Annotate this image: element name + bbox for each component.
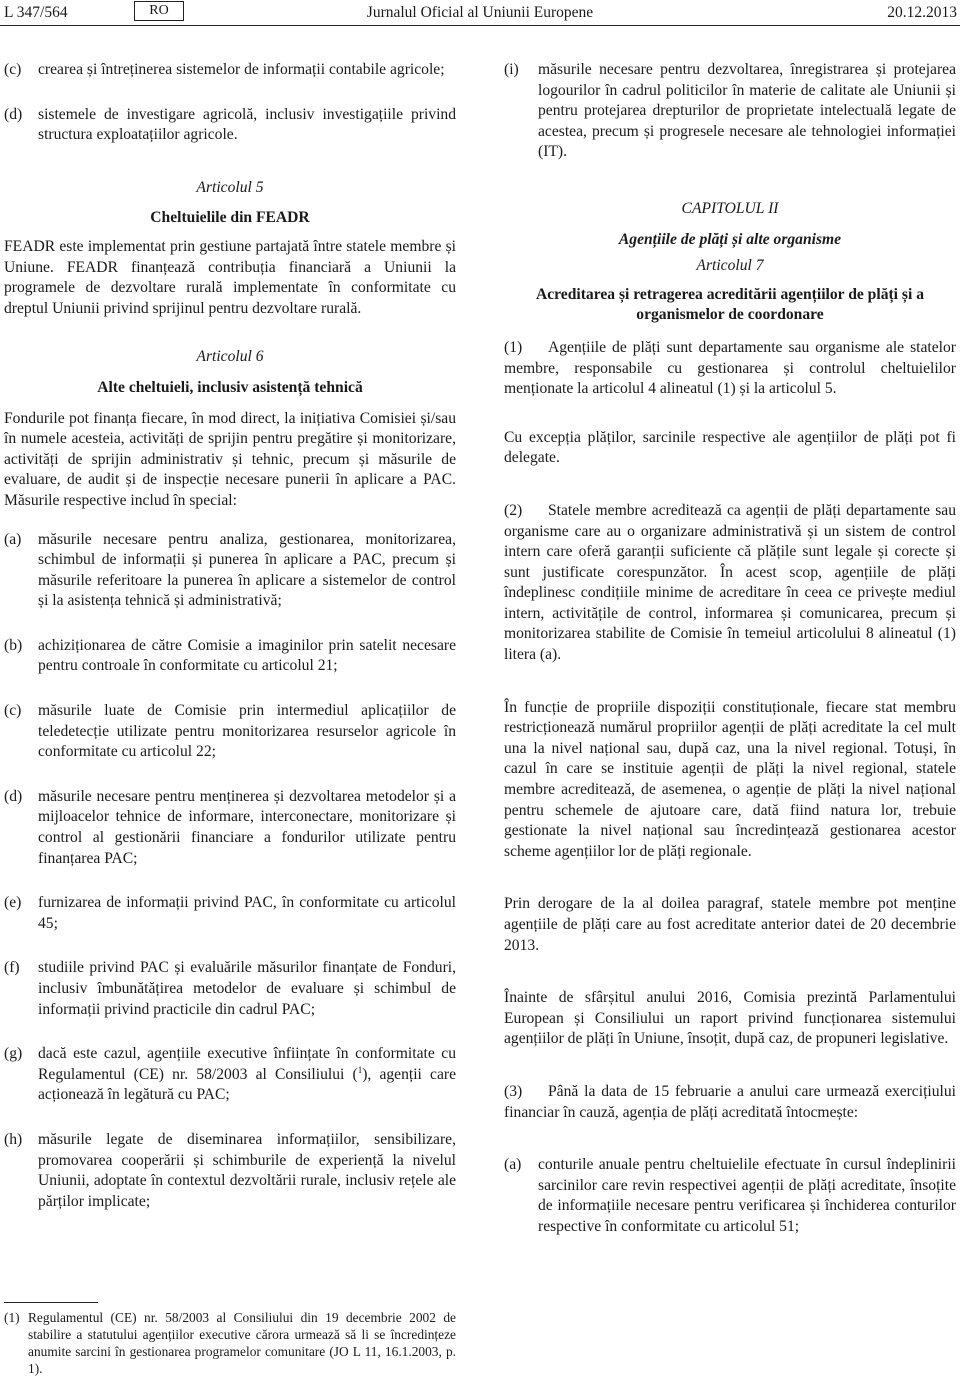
list-item: (d) sistemele de investigare agricolă, inclusiv investigațiile privind structura exploatațiilor agricole. [4, 105, 456, 144]
language-badge: RO [134, 1, 184, 21]
list-item: (b) achiziționarea de către Comisie a imaginilor prin satelit necesare pentru controale în conformitate cu articolul 21; [4, 636, 456, 675]
list-item: (f) studiile privind PAC și evaluările măsurilor finanțate de Fonduri, inclusiv îmbunătățirea metodelor de evaluare și schimbul de informații privind practicile din cadrul PAC; [4, 959, 456, 1018]
page-reference: L 347/564 [4, 4, 68, 21]
list-item: (a) conturile anuale pentru cheltuielile efectuate în cursul îndeplinirii sarcinilor care revin respectivei agenții de plăți acreditate, însoțite de informațiile necesare pentru verificarea și închiderea conturilor respective în conformitate cu articolul 51; [504, 1156, 956, 1235]
article-title: Cheltuielile din FEADR [150, 209, 310, 227]
chapter-number: CAPITOLUL II [681, 199, 779, 217]
article-paragraph: (2) Statele membre acreditează ca agenții de plăți departamente sau organisme care au o organizare administrativă și un sistem de control intern care oferă garanții suficiente că plățile sunt legale și corecte și sunt justificate corespunzător. În acest scop, agențiile de plăți îndeplinesc condițiile minime de acreditare în ceea ce privește mediul intern, activitățile de control, informarea și comunicarea, precum și monitorizarea stabilite de Comisie în temeiul articolului 8 alineatul (1) litera (a). [504, 501, 956, 664]
list-item: (e) furnizarea de informații privind PAC, în conformitate cu articolul 45; [4, 894, 456, 932]
list-item: (c) crearea și întreținerea sistemelor de informații contabile agricole; [4, 61, 445, 78]
article-paragraph: (3) Până la data de 15 februarie a anului care urmează exercițiului financiar în cauză, agenția de plăți acreditată întocmește: [504, 1082, 956, 1121]
chapter-title: Agențiile de plăți și alte organisme [618, 230, 842, 248]
header-rule [0, 25, 960, 26]
list-item: (c) măsurile luate de Comisie prin intermediul aplicațiilor de teledetecție utilizate pentru monitorizarea resurselor agricole în conformitate cu articolul 22; [4, 702, 456, 761]
list-item: (a) măsurile necesare pentru analiza, gestionarea, monitorizarea, schimbul de informații și punerea în aplicare a PAC, precum și măsurile referitoare la punerea în aplicare a sistemelor de control și la asistența tehnică și administrativă; [4, 530, 456, 610]
article-number: Articolul 5 [196, 178, 264, 196]
footnote: (1) Regulamentul (CE) nr. 58/2003 al Consiliului din 19 decembrie 2002 de stabilire a statutului agențiilor executive cărora urmează să li se încredințeze anumite sarcini în gestionarea programelor comunitare (JO L 11, 16.1.2003, p. 1). [4, 1310, 456, 1376]
journal-title: Jurnalul Oficial al Uniunii Europene [366, 4, 594, 21]
article-number: Articolul 7 [696, 257, 764, 275]
article-paragraph: Cu excepția plăților, sarcinile respective ale agențiilor de plăți pot fi delegate. [504, 428, 956, 467]
publication-date: 20.12.2013 [887, 4, 957, 21]
footnote-reference[interactable]: 1 [357, 1064, 363, 1075]
article-paragraph: (1) Agențiile de plăți sunt departamente sau organisme ale statelor membre, responsabile cu gestionarea și controlul cheltuielilor menționate la articolul 4 alineatul (1) și la articolul 5. [504, 338, 956, 398]
right-column [504, 60, 956, 1238]
article-paragraph: În funcție de propriile dispoziții constituționale, fiecare stat membru restricționează numărul propriilor agenții de plăți acreditate la cel mult una la nivel național sau, după caz, una la nivel regional. Totuși, în cazul în care se instituie agenții de plăți la nivel regional, statele membre acreditează, de asemenea, o agenție de plăți la nivel național pentru schemele de ajutoare care, dată fiind natura lor, trebuie gestionate la nivel național sau încredințează gestionarea acestor scheme agențiilor lor de plăți regionale. [504, 698, 956, 860]
left-column [4, 60, 456, 1212]
list-item: (g) dacă este cazul, agențiile executive înființate în conformitate cu Regulamentul (CE) nr. 58/2003 al Consiliului ($^1$), agenții care acționează în legătură cu PAC; [4, 1045, 456, 1104]
article-title: Acreditarea și retragerea acreditării agențiilor de plăți și a organismelor de coordonare [535, 285, 925, 324]
footnote-rule [4, 1302, 98, 1303]
list-item: (h) măsurile legate de diseminarea informațiilor, sensibilizare, promovarea cooperării și schimburile de experiență la nivelul Uniunii, adoptate în contextul dezvoltării rurale, inclusiv rețele ale părților implicate; [4, 1130, 456, 1210]
list-item: (i) măsurile necesare pentru dezvoltarea, înregistrarea și protejarea logourilor în cadrul politicilor în materie de calitate ale Uniunii și pentru protejarea drepturilor de proprietate intelectuală legate de acestea, precum și progresele necesare ale tehnologiei informației (IT). [504, 61, 956, 161]
page-header [0, 0, 960, 30]
article-paragraph: FEADR este implementat prin gestiune partajată între statele membre și Uniune. FEADR finanțează contribuția financiară a Uniunii la programele de dezvoltare rurală implementate în conformitate cu dreptul Uniunii privind sprijinul pentru dezvoltare rurală. [4, 237, 456, 317]
article-number: Articolul 6 [196, 348, 264, 366]
article-paragraph: Prin derogare de la al doilea paragraf, statele membre pot menține agențiile de plăți care au fost acreditate anterior datei de 20 decembrie 2013. [504, 895, 956, 954]
article-title: Alte cheltuieli, inclusiv asistență tehnică [97, 378, 363, 396]
article-paragraph: Fondurile pot finanța fiecare, în mod direct, la inițiativa Comisiei și/sau în numele acesteia, activități de sprijin pentru pregătire și monitorizare, activități de sprijin administrativ și tehnic, precum și măsurile de evaluare, de audit și de inspecție necesare punerii în aplicare a PAC. Măsurile respective includ în special: [4, 409, 456, 509]
article-paragraph: Înainte de sfârșitul anului 2016, Comisia prezintă Parlamentului European și Consiliului un raport privind funcționarea sistemului agențiilor de plăți în Uniune, însoțit, după caz, de propuneri legislative. [504, 989, 956, 1048]
list-item: (d) măsurile necesare pentru menținerea și dezvoltarea metodelor și a mijloacelor tehnice de informare, interconectare, monitorizare și control al gestionării financiare a fondurilor utilizate pentru finanțarea PAC; [4, 787, 456, 867]
